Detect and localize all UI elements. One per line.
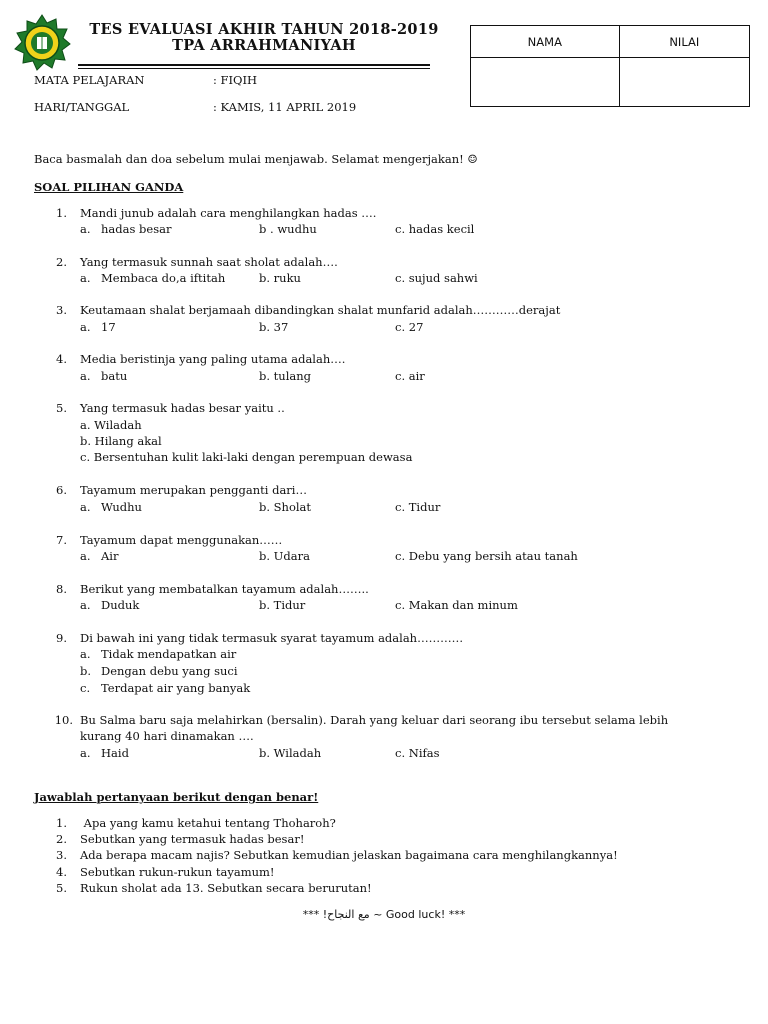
- option-c: Terdapat air yang banyak: [101, 681, 251, 695]
- option-a: Wudhu: [101, 500, 142, 514]
- question-text: Tayamum dapat menggunakan……: [80, 533, 283, 547]
- option-letter: a.: [80, 222, 91, 236]
- option-a: a. Wiladah: [80, 418, 142, 432]
- option-a: hadas besar: [101, 222, 172, 236]
- question-text: Apa yang kamu ketahui tentang Thoharoh?: [80, 816, 336, 830]
- option-c: c. Bersentuhan kulit laki-laki dengan perempuan dewasa: [80, 450, 413, 464]
- header-divider: [78, 64, 430, 66]
- essay-heading: Jawablah pertanyaan berikut dengan benar!: [34, 790, 319, 804]
- question-number: 2.: [56, 832, 67, 846]
- option-a: 17: [101, 320, 116, 334]
- option-letter: a.: [80, 598, 91, 612]
- score-header: NILAI: [619, 26, 749, 58]
- question-text: Rukun sholat ada 13. Sebutkan secara berurutan!: [80, 881, 372, 895]
- option-c: c. Nifas: [395, 746, 440, 760]
- option-letter: a.: [80, 369, 91, 383]
- school-name: TPA ARRAHMANIYAH: [172, 37, 356, 54]
- question-text: Di bawah ini yang tidak termasuk syarat tayamum adalah…………: [80, 631, 464, 645]
- option-c: c. Tidur: [395, 500, 441, 514]
- name-header: NAMA: [471, 26, 620, 58]
- option-a: Air: [101, 549, 119, 563]
- option-letter: a.: [80, 647, 91, 661]
- question-number: 6.: [56, 483, 67, 497]
- option-b: b. Sholat: [259, 500, 312, 514]
- question-number: 1.: [56, 816, 67, 830]
- option-a: Duduk: [101, 598, 140, 612]
- question-number: 2.: [56, 255, 67, 269]
- option-a: Tidak mendapatkan air: [101, 647, 237, 661]
- question-number: 5.: [56, 401, 67, 415]
- option-b: b. ruku: [259, 271, 301, 285]
- header-divider-thin: [78, 68, 430, 69]
- option-c: c. Debu yang bersih atau tanah: [395, 549, 578, 563]
- option-b: b. Hilang akal: [80, 434, 162, 448]
- question-number: 3.: [56, 848, 67, 862]
- option-b: b. tulang: [259, 369, 312, 383]
- option-b: b. Udara: [259, 549, 310, 563]
- date-value: : KAMIS, 11 APRIL 2019: [213, 100, 357, 114]
- option-a: batu: [101, 369, 128, 383]
- question-number: 4.: [56, 865, 67, 879]
- exam-title: TES EVALUASI AKHIR TAHUN 2018-2019: [89, 21, 439, 38]
- question-number: 1.: [56, 206, 67, 220]
- question-number: 7.: [56, 533, 67, 547]
- option-a: Membaca do,a iftitah: [101, 271, 226, 285]
- good-luck-footer: *** !مع النجاح ~ Good luck! ***: [302, 908, 466, 921]
- score-cell[interactable]: [619, 58, 749, 107]
- option-c: c. sujud sahwi: [395, 271, 478, 285]
- option-b: b . wudhu: [259, 222, 317, 236]
- question-text: Bu Salma baru saja melahirkan (bersalin). Darah yang keluar dari seorang ibu tersebut selama lebih: [80, 713, 669, 727]
- question-text: Sebutkan rukun-rukun tayamum!: [80, 865, 275, 879]
- option-c: c. Makan dan minum: [395, 598, 518, 612]
- option-c: c. 27: [395, 320, 424, 334]
- option-b: Dengan debu yang suci: [101, 664, 238, 678]
- question-text: Tayamum merupakan pengganti dari…: [80, 483, 307, 497]
- option-b: b. Wiladah: [259, 746, 322, 760]
- option-letter: a.: [80, 746, 91, 760]
- question-text: Berikut yang membatalkan tayamum adalah……..: [80, 582, 369, 596]
- school-logo: [12, 13, 72, 73]
- question-number: 8.: [56, 582, 67, 596]
- question-text: Yang termasuk hadas besar yaitu ..: [80, 401, 285, 415]
- option-letter: a.: [80, 320, 91, 334]
- question-text: Yang termasuk sunnah saat sholat adalah….: [80, 255, 338, 269]
- multiple-choice-heading: SOAL PILIHAN GANDA: [34, 180, 184, 194]
- name-cell[interactable]: [471, 58, 620, 107]
- question-text: Sebutkan yang termasuk hadas besar!: [80, 832, 305, 846]
- question-text: Keutamaan shalat berjamaah dibandingkan shalat munfarid adalah…………derajat: [80, 303, 561, 317]
- option-b: b. 37: [259, 320, 289, 334]
- subject-label: MATA PELAJARAN: [34, 73, 145, 87]
- option-b: b. Tidur: [259, 598, 306, 612]
- question-number: 9.: [56, 631, 67, 645]
- option-a: Haid: [101, 746, 129, 760]
- date-label: HARI/TANGGAL: [34, 100, 130, 114]
- question-text: Ada berapa macam najis? Sebutkan kemudian jelaskan bagaimana cara menghilangkannya!: [80, 848, 618, 862]
- question-text-continued: kurang 40 hari dinamakan ….: [80, 729, 254, 743]
- option-c: c. hadas kecil: [395, 222, 475, 236]
- option-letter: c.: [80, 681, 91, 695]
- option-letter: a.: [80, 549, 91, 563]
- option-letter: a.: [80, 500, 91, 514]
- option-c: c. air: [395, 369, 425, 383]
- subject-value: : FIQIH: [213, 73, 258, 87]
- option-letter: a.: [80, 271, 91, 285]
- question-text: Media beristinja yang paling utama adalah….: [80, 352, 346, 366]
- question-text: Mandi junub adalah cara menghilangkan hadas ….: [80, 206, 377, 220]
- instructions: Baca basmalah dan doa sebelum mulai menjawab. Selamat mengerjakan! ☺: [34, 152, 478, 166]
- score-table: [470, 25, 750, 107]
- question-number: 10.: [54, 713, 73, 727]
- question-number: 5.: [56, 881, 67, 895]
- option-letter: b.: [80, 664, 92, 678]
- question-number: 4.: [56, 352, 67, 366]
- question-number: 3.: [56, 303, 67, 317]
